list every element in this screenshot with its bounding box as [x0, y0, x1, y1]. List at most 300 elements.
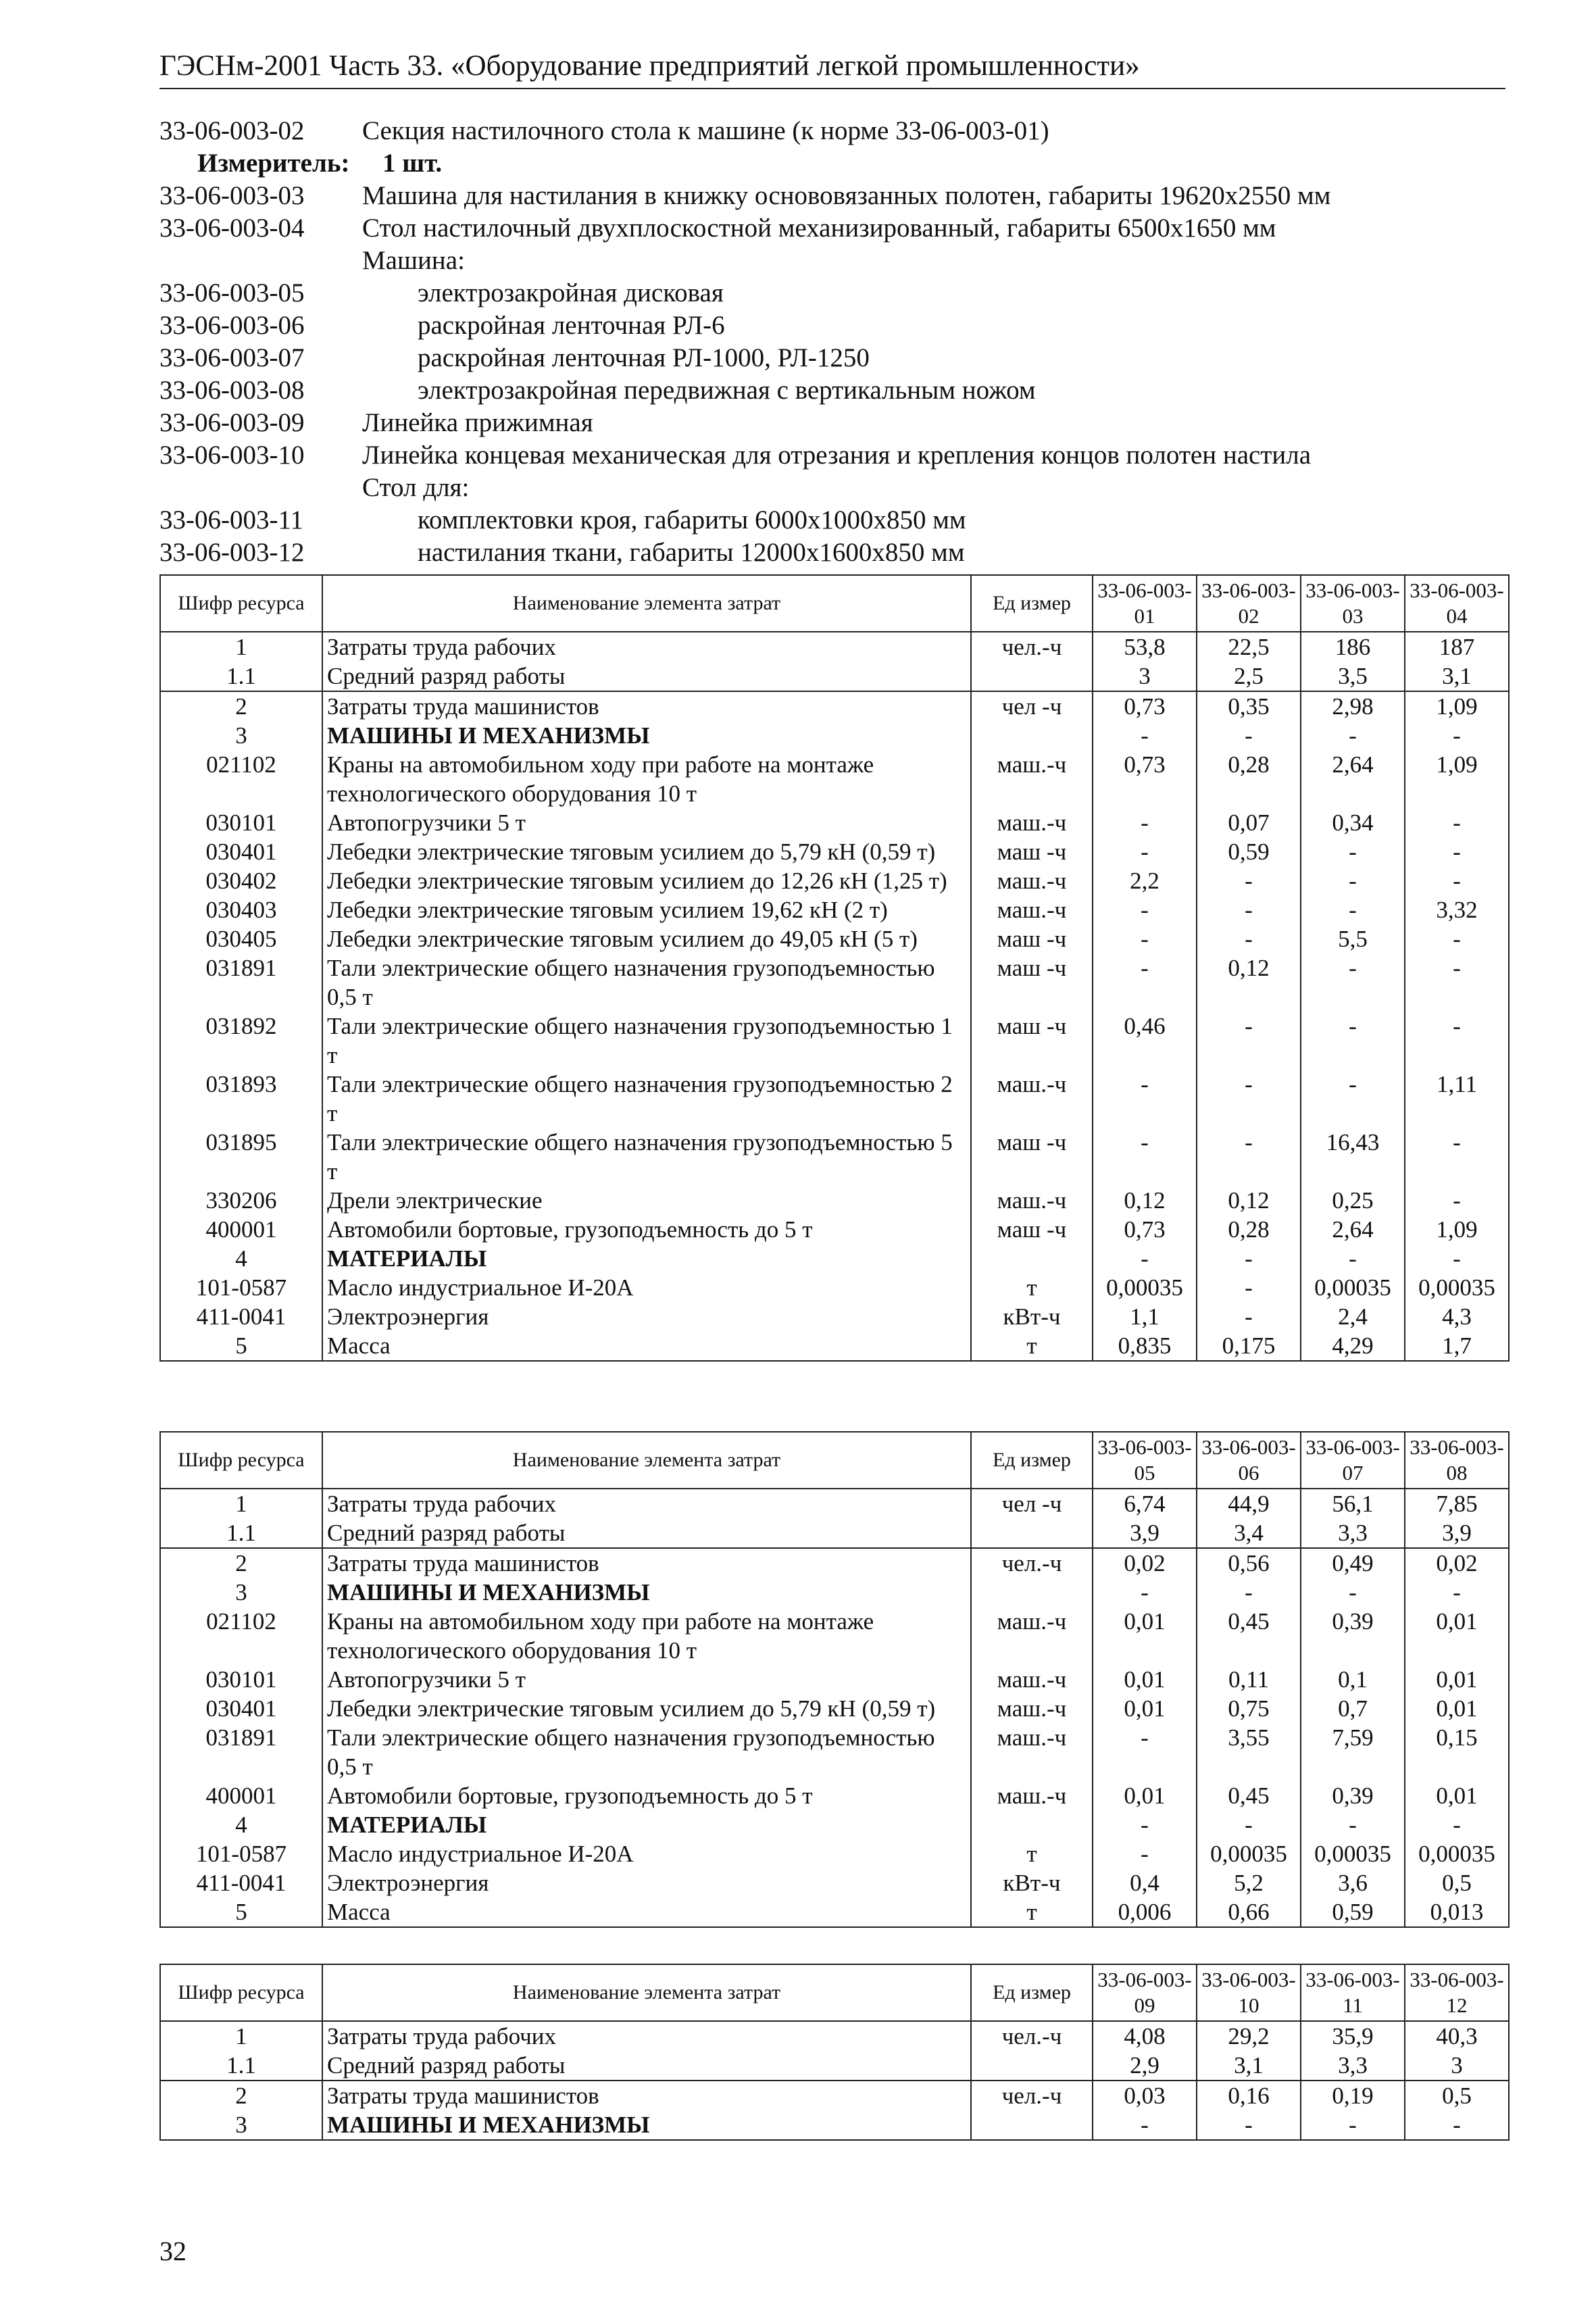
table-row	[160, 895, 1509, 924]
cell-code: 021102	[160, 1607, 322, 1665]
measure-unit-line	[159, 147, 1505, 180]
cell-code: 330206	[160, 1186, 322, 1215]
cell-value: 2,9	[1093, 2051, 1197, 2081]
cell-value: 0,46	[1093, 1012, 1197, 1070]
cell-value: -	[1197, 895, 1301, 924]
cell-value: -	[1301, 2110, 1405, 2140]
norm-item	[159, 504, 1505, 537]
cell-value: 0,12	[1197, 1186, 1301, 1215]
cell-value: 4,29	[1301, 1331, 1405, 1361]
cell-value: 0,4	[1093, 1868, 1197, 1897]
cell-name: Лебедки электрические тяговым усилием до 5,79 кН (0,59 т)	[322, 837, 971, 866]
table-header-row	[160, 575, 1509, 632]
cell-value: 22,5	[1197, 632, 1301, 662]
cell-value: -	[1301, 866, 1405, 895]
cell-unit: маш.-ч	[971, 808, 1093, 837]
cell-value: 0,16	[1197, 2081, 1301, 2110]
cell-value: 1,7	[1405, 1331, 1509, 1361]
cell-name: Лебедки электрические тяговым усилием 19,62 кН (2 т)	[322, 895, 971, 924]
cell-value: 0,28	[1197, 750, 1301, 808]
cell-value: -	[1197, 721, 1301, 750]
cell-name: Электроэнергия	[322, 1868, 971, 1897]
cell-name: Масса	[322, 1897, 971, 1927]
header-code: Шифр ресурса	[160, 575, 322, 632]
cell-value: 186	[1301, 632, 1405, 662]
cell-value: 0,73	[1093, 691, 1197, 721]
cell-code: 030101	[160, 808, 322, 837]
cell-name: Масса	[322, 1331, 971, 1361]
cell-unit	[971, 1810, 1093, 1839]
norm-description: Машина для настилания в книжку основовязанных полотен, габариты 19620х2550 мм	[362, 181, 1331, 210]
cell-unit: маш.-ч	[971, 1186, 1093, 1215]
norm-description: Стол настилочный двухплоскостной механизированный, габариты 6500х1650 мм	[362, 214, 1276, 243]
cell-value: -	[1093, 1810, 1197, 1839]
cell-value: 0,01	[1405, 1781, 1509, 1810]
header-norm-code: 33-06-003-01	[1093, 575, 1197, 632]
cell-value: 2,64	[1301, 750, 1405, 808]
norm-item	[159, 180, 1505, 212]
cell-name: Затраты труда машинистов	[322, 1548, 971, 1578]
cell-unit	[971, 1518, 1093, 1548]
cell-code: 4	[160, 1810, 322, 1839]
norm-item	[159, 245, 1505, 277]
cell-name: Автопогрузчики 5 т	[322, 1665, 971, 1694]
cost-table	[159, 574, 1510, 1362]
cell-name: Затраты труда рабочих	[322, 632, 971, 662]
cell-name: Электроэнергия	[322, 1302, 971, 1331]
norm-item	[159, 537, 1505, 569]
cell-value: 0,39	[1301, 1607, 1405, 1665]
header-norm-code: 33-06-003-10	[1197, 1964, 1301, 2021]
cell-value: 0,73	[1093, 750, 1197, 808]
cell-unit: маш.-ч	[971, 1070, 1093, 1128]
cell-value: -	[1197, 1810, 1301, 1839]
cell-code: 030403	[160, 895, 322, 924]
cell-value: -	[1301, 721, 1405, 750]
table-row	[160, 1781, 1509, 1810]
cell-value: 0,39	[1301, 1781, 1405, 1810]
cell-value: -	[1093, 1128, 1197, 1186]
cell-name: Тали электрические общего назначения грузоподъемностью 2 т	[322, 1070, 971, 1128]
cell-value: 40,3	[1405, 2021, 1509, 2051]
cell-name: Автомобили бортовые, грузоподъемность до 5 т	[322, 1781, 971, 1810]
cell-unit: маш -ч	[971, 837, 1093, 866]
cell-value: 187	[1405, 632, 1509, 662]
cell-value: -	[1405, 1810, 1509, 1839]
cell-value: -	[1301, 895, 1405, 924]
table-row	[160, 1489, 1509, 1518]
cell-value: 3,9	[1093, 1518, 1197, 1548]
cell-value: -	[1301, 953, 1405, 1012]
cell-value: 0,00035	[1093, 1273, 1197, 1302]
cell-unit: маш -ч	[971, 953, 1093, 1012]
cell-value: -	[1301, 1810, 1405, 1839]
table-row	[160, 1578, 1509, 1607]
cell-value: 0,56	[1197, 1548, 1301, 1578]
cell-name: Затраты труда рабочих	[322, 1489, 971, 1518]
header-norm-code: 33-06-003-03	[1301, 575, 1405, 632]
cell-name: МАШИНЫ И МЕХАНИЗМЫ	[322, 1578, 971, 1607]
cell-name: Средний разряд работы	[322, 1518, 971, 1548]
cell-value: 0,75	[1197, 1694, 1301, 1723]
cell-value: -	[1197, 1128, 1301, 1186]
cell-value: -	[1197, 866, 1301, 895]
cell-value: -	[1093, 2110, 1197, 2140]
norm-description: Машина:	[362, 246, 465, 275]
measure-value: 1 шт.	[382, 149, 443, 178]
cell-unit: маш -ч	[971, 1128, 1093, 1186]
cell-value: -	[1301, 837, 1405, 866]
table-row	[160, 837, 1509, 866]
table-row	[160, 1548, 1509, 1578]
cell-code: 1.1	[160, 2051, 322, 2081]
cell-value: 0,19	[1301, 2081, 1405, 2110]
cell-code: 4	[160, 1244, 322, 1273]
table-row	[160, 1810, 1509, 1839]
norm-item	[159, 407, 1505, 439]
cell-value: 0,01	[1093, 1607, 1197, 1665]
cell-value: -	[1301, 1244, 1405, 1273]
cell-name: Тали электрические общего назначения грузоподъемностью 0,5 т	[322, 953, 971, 1012]
cell-code: 1	[160, 1489, 322, 1518]
cell-unit: маш.-ч	[971, 895, 1093, 924]
cell-value: -	[1197, 1578, 1301, 1607]
cell-value: -	[1405, 1244, 1509, 1273]
cell-code: 030402	[160, 866, 322, 895]
page-number: 32	[159, 2236, 186, 2266]
table-row	[160, 953, 1509, 1012]
cell-value: -	[1093, 808, 1197, 837]
cell-value: -	[1405, 1128, 1509, 1186]
norm-item	[159, 309, 1505, 342]
cell-name: Лебедки электрические тяговым усилием до 5,79 кН (0,59 т)	[322, 1694, 971, 1723]
table-row	[160, 632, 1509, 662]
header-norm-code: 33-06-003-12	[1405, 1964, 1509, 2021]
header-name: Наименование элемента затрат	[322, 1432, 971, 1489]
cell-value: 0,00035	[1197, 1839, 1301, 1868]
cell-value: 0,12	[1197, 953, 1301, 1012]
table-row	[160, 1518, 1509, 1548]
cell-name: МАТЕРИАЛЫ	[322, 1244, 971, 1273]
norm-code: 33-06-003-08	[159, 376, 305, 405]
norm-code: 33-06-003-07	[159, 343, 305, 372]
cell-unit: т	[971, 1273, 1093, 1302]
cell-value: 2,4	[1301, 1302, 1405, 1331]
cell-code: 030401	[160, 1694, 322, 1723]
cell-name: Затраты труда машинистов	[322, 2081, 971, 2110]
norm-description: комплектовки кроя, габариты 6000х1000х850 мм	[418, 505, 966, 534]
cell-unit: маш.-ч	[971, 1781, 1093, 1810]
cell-unit: чел.-ч	[971, 2021, 1093, 2051]
cell-name: Средний разряд работы	[322, 662, 971, 691]
cell-unit: кВт-ч	[971, 1302, 1093, 1331]
cell-value: 0,59	[1197, 837, 1301, 866]
cell-code: 030101	[160, 1665, 322, 1694]
cell-code: 1	[160, 2021, 322, 2051]
cell-code: 031891	[160, 1723, 322, 1781]
cell-name: Автомобили бортовые, грузоподъемность до 5 т	[322, 1215, 971, 1244]
cell-value: 0,35	[1197, 691, 1301, 721]
cell-name: Краны на автомобильном ходу при работе на монтаже технологического оборудования 10 т	[322, 750, 971, 808]
cell-value: 0,01	[1405, 1694, 1509, 1723]
cell-value: 0,006	[1093, 1897, 1197, 1927]
cell-value: 0,01	[1093, 1781, 1197, 1810]
cell-unit: маш.-ч	[971, 1694, 1093, 1723]
cell-unit: чел.-ч	[971, 2081, 1093, 2110]
cell-value: 0,01	[1093, 1665, 1197, 1694]
cell-value: 44,9	[1197, 1489, 1301, 1518]
cell-value: -	[1405, 2110, 1509, 2140]
cell-value: 0,01	[1405, 1607, 1509, 1665]
cell-value: 3,1	[1197, 2051, 1301, 2081]
cell-value: 0,73	[1093, 1215, 1197, 1244]
cell-value: 0,59	[1301, 1897, 1405, 1927]
cell-value: -	[1093, 1244, 1197, 1273]
norm-item	[159, 115, 1505, 147]
norm-code: 33-06-003-05	[159, 278, 305, 307]
cell-value: -	[1093, 1839, 1197, 1868]
header-code: Шифр ресурса	[160, 1964, 322, 2021]
cell-name: Затраты труда рабочих	[322, 2021, 971, 2051]
cell-value: 1,09	[1405, 691, 1509, 721]
header-norm-code: 33-06-003-09	[1093, 1964, 1197, 2021]
cell-value: 0,00035	[1301, 1273, 1405, 1302]
header-name: Наименование элемента затрат	[322, 575, 971, 632]
cell-value: 4,3	[1405, 1302, 1509, 1331]
norm-description: Стол для:	[362, 473, 470, 502]
cell-unit: т	[971, 1331, 1093, 1361]
cell-unit	[971, 2051, 1093, 2081]
cell-code: 5	[160, 1897, 322, 1927]
cell-value: -	[1093, 895, 1197, 924]
cell-unit: чел.-ч	[971, 632, 1093, 662]
cell-name: МАТЕРИАЛЫ	[322, 1810, 971, 1839]
cell-value: 3,3	[1301, 1518, 1405, 1548]
table-header-row	[160, 1964, 1509, 2021]
cell-value: 0,11	[1197, 1665, 1301, 1694]
cell-code: 400001	[160, 1215, 322, 1244]
cell-value: 3,9	[1405, 1518, 1509, 1548]
table-row	[160, 2051, 1509, 2081]
norm-description: настилания ткани, габариты 12000х1600х850 мм	[418, 538, 965, 567]
cell-code: 411-0041	[160, 1302, 322, 1331]
norm-item	[159, 212, 1505, 245]
cell-code: 031891	[160, 953, 322, 1012]
header-norm-code: 33-06-003-11	[1301, 1964, 1405, 2021]
cell-code: 3	[160, 721, 322, 750]
cell-unit: маш.-ч	[971, 1665, 1093, 1694]
cell-value: 3,3	[1301, 2051, 1405, 2081]
cost-table	[159, 1964, 1510, 2141]
cell-value: 0,00035	[1301, 1839, 1405, 1868]
cell-value: -	[1197, 1012, 1301, 1070]
cell-value: 35,9	[1301, 2021, 1405, 2051]
cell-value: 0,5	[1405, 1868, 1509, 1897]
norm-description: раскройная ленточная РЛ-1000, РЛ-1250	[418, 343, 870, 372]
norm-item	[159, 439, 1505, 472]
cell-code: 5	[160, 1331, 322, 1361]
cell-value: 2,98	[1301, 691, 1405, 721]
cell-unit	[971, 1244, 1093, 1273]
cell-code: 1.1	[160, 662, 322, 691]
cell-value: -	[1301, 1578, 1405, 1607]
table-row	[160, 1273, 1509, 1302]
cell-value: -	[1093, 837, 1197, 866]
table-row	[160, 721, 1509, 750]
cell-code: 030405	[160, 924, 322, 953]
cell-value: 6,74	[1093, 1489, 1197, 1518]
norm-item	[159, 342, 1505, 374]
cell-name: Средний разряд работы	[322, 2051, 971, 2081]
table-row	[160, 1215, 1509, 1244]
cost-table	[159, 1431, 1510, 1928]
cell-value: 0,34	[1301, 808, 1405, 837]
cell-name: Тали электрические общего назначения грузоподъемностью 5 т	[322, 1128, 971, 1186]
cell-unit: чел -ч	[971, 1489, 1093, 1518]
cell-code: 101-0587	[160, 1273, 322, 1302]
cell-value: 0,02	[1405, 1548, 1509, 1578]
cell-value: 0,49	[1301, 1548, 1405, 1578]
cell-value: 5,2	[1197, 1868, 1301, 1897]
cell-value: -	[1405, 953, 1509, 1012]
cell-value: 0,013	[1405, 1897, 1509, 1927]
cell-name: Краны на автомобильном ходу при работе на монтаже технологического оборудования 10 т	[322, 1607, 971, 1665]
cell-code: 2	[160, 1548, 322, 1578]
cell-name: Тали электрические общего назначения грузоподъемностью 0,5 т	[322, 1723, 971, 1781]
table-row	[160, 1694, 1509, 1723]
cell-value: 3,6	[1301, 1868, 1405, 1897]
table-row	[160, 866, 1509, 895]
cell-unit: маш.-ч	[971, 750, 1093, 808]
cell-value: 0,28	[1197, 1215, 1301, 1244]
cell-value: -	[1197, 1070, 1301, 1128]
cell-value: -	[1093, 1723, 1197, 1781]
cell-value: 56,1	[1301, 1489, 1405, 1518]
header-name: Наименование элемента затрат	[322, 1964, 971, 2021]
norm-item	[159, 472, 1505, 504]
cell-value: 3,55	[1197, 1723, 1301, 1781]
table-row	[160, 2110, 1509, 2140]
cell-name: МАШИНЫ И МЕХАНИЗМЫ	[322, 721, 971, 750]
cell-value: 0,01	[1093, 1694, 1197, 1723]
header-code: Шифр ресурса	[160, 1432, 322, 1489]
cell-name: МАШИНЫ И МЕХАНИЗМЫ	[322, 2110, 971, 2140]
cell-value: 0,03	[1093, 2081, 1197, 2110]
cell-value: 0,5	[1405, 2081, 1509, 2110]
cell-code: 030401	[160, 837, 322, 866]
norm-code: 33-06-003-11	[159, 505, 304, 534]
header-norm-code: 33-06-003-04	[1405, 575, 1509, 632]
cell-unit: кВт-ч	[971, 1868, 1093, 1897]
cell-value: 0,45	[1197, 1781, 1301, 1810]
cell-value: 0,15	[1405, 1723, 1509, 1781]
cell-value: -	[1093, 1070, 1197, 1128]
cell-code: 031895	[160, 1128, 322, 1186]
cell-name: Масло индустриальное И-20А	[322, 1273, 971, 1302]
table-row	[160, 2021, 1509, 2051]
norm-description: электрозакройная дисковая	[418, 278, 724, 307]
cell-value: -	[1405, 866, 1509, 895]
cell-name: Тали электрические общего назначения грузоподъемностью 1 т	[322, 1012, 971, 1070]
cell-value: 0,02	[1093, 1548, 1197, 1578]
cell-value: -	[1093, 1578, 1197, 1607]
cell-code: 2	[160, 691, 322, 721]
cell-value: 16,43	[1301, 1128, 1405, 1186]
norm-code: 33-06-003-10	[159, 441, 305, 470]
cell-value: 1,09	[1405, 750, 1509, 808]
table-row	[160, 750, 1509, 808]
cell-code: 3	[160, 2110, 322, 2140]
cell-value: 2,5	[1197, 662, 1301, 691]
cell-unit	[971, 1578, 1093, 1607]
norm-description: Линейка концевая механическая для отрезания и крепления концов полотен настила	[362, 441, 1311, 470]
cell-value: -	[1405, 1578, 1509, 1607]
cell-value: -	[1405, 924, 1509, 953]
table-row	[160, 1244, 1509, 1273]
table-header-row	[160, 1432, 1509, 1489]
cell-name: Масло индустриальное И-20А	[322, 1839, 971, 1868]
cell-value: 0,01	[1405, 1665, 1509, 1694]
cell-value: 3,1	[1405, 662, 1509, 691]
cell-value: 0,835	[1093, 1331, 1197, 1361]
cell-value: -	[1093, 721, 1197, 750]
cell-value: -	[1093, 924, 1197, 953]
cell-value: 4,08	[1093, 2021, 1197, 2051]
page-header: ГЭСНм-2001 Часть 33. «Оборудование предприятий легкой промышленности»	[159, 49, 1505, 89]
cell-unit: чел.-ч	[971, 1548, 1093, 1578]
cell-unit: маш -ч	[971, 924, 1093, 953]
cell-code: 1.1	[160, 1518, 322, 1548]
cell-value: -	[1301, 1070, 1405, 1128]
cell-value: -	[1197, 924, 1301, 953]
cell-value: 3	[1093, 662, 1197, 691]
cell-value: 3,5	[1301, 662, 1405, 691]
norm-item	[159, 277, 1505, 309]
header-unit: Ед измер	[971, 1964, 1093, 2021]
table-row	[160, 1723, 1509, 1781]
cell-name: Автопогрузчики 5 т	[322, 808, 971, 837]
norm-code: 33-06-003-04	[159, 214, 305, 243]
norm-code: 33-06-003-03	[159, 181, 305, 210]
cell-value: 1,11	[1405, 1070, 1509, 1128]
norm-item	[159, 374, 1505, 407]
cell-unit: чел -ч	[971, 691, 1093, 721]
cell-value: -	[1197, 1244, 1301, 1273]
table-row	[160, 1302, 1509, 1331]
cell-value: 0,66	[1197, 1897, 1301, 1927]
table-row	[160, 1839, 1509, 1868]
norm-code: 33-06-003-02	[159, 116, 305, 145]
cell-name: Затраты труда машинистов	[322, 691, 971, 721]
cell-value: 3,32	[1405, 895, 1509, 924]
cell-value: 0,45	[1197, 1607, 1301, 1665]
cell-code: 031892	[160, 1012, 322, 1070]
norm-description: Линейка прижимная	[362, 408, 593, 437]
header-unit: Ед измер	[971, 575, 1093, 632]
cell-value: 2,2	[1093, 866, 1197, 895]
header-norm-code: 33-06-003-02	[1197, 575, 1301, 632]
table-row	[160, 1331, 1509, 1361]
header-norm-code: 33-06-003-07	[1301, 1432, 1405, 1489]
cell-name: Лебедки электрические тяговым усилием до 12,26 кН (1,25 т)	[322, 866, 971, 895]
norm-description: раскройная ленточная РЛ-6	[418, 311, 725, 340]
cell-value: 7,85	[1405, 1489, 1509, 1518]
cell-value: -	[1301, 1012, 1405, 1070]
table-row	[160, 662, 1509, 691]
measure-label: Измеритель:	[197, 149, 350, 178]
table-row	[160, 1128, 1509, 1186]
cell-code: 1	[160, 632, 322, 662]
